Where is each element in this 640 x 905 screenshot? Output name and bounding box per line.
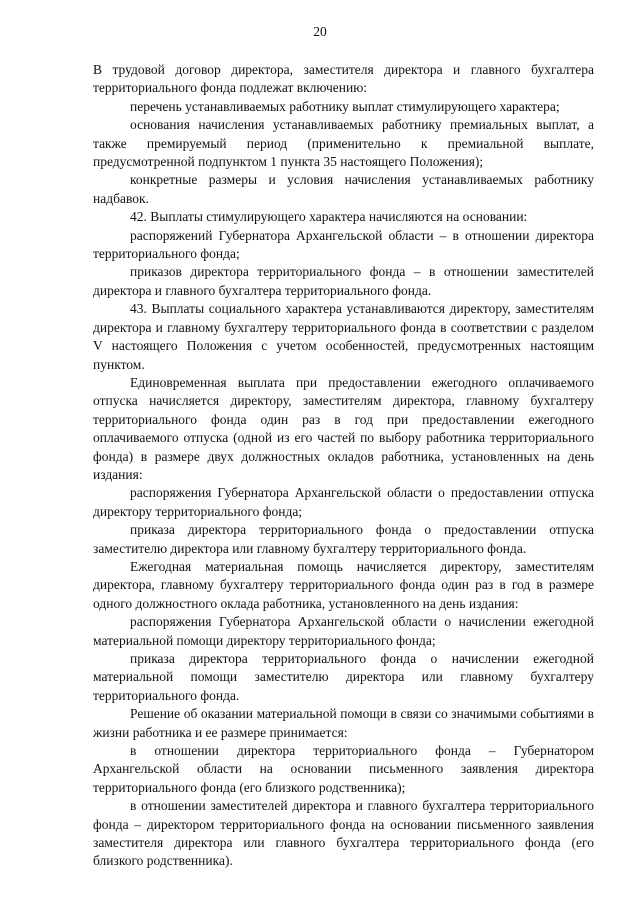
paragraph: приказов директора территориального фонда – в отношении заместителей директора и главного бухгалтера территориального фонда. bbox=[93, 264, 594, 298]
paragraph: перечень устанавливаемых работнику выплат стимулирующего характера; bbox=[130, 98, 560, 114]
paragraph: 43. Выплаты социального характера устанавливаются директору, заместителям директора и главному бухгалтеру территориального фонда в соответствии с разделом V настоящего Положения с учетом особенностей, предусмотренных настоящим пунктом. bbox=[93, 301, 594, 372]
paragraph: распоряжений Губернатора Архангельской области – в отношении директора территориального фонда; bbox=[93, 227, 594, 262]
paragraph: 42. Выплаты стимулирующего характера начисляются на основании: bbox=[130, 209, 528, 225]
paragraph: приказа директора территориального фонда о предоставлении отпуска заместителю директора или главному бухгалтеру территориального фонда. bbox=[93, 522, 594, 556]
paragraph: основания начисления устанавливаемых работнику премиальных выплат, а также премируемый период (применительно к премиальной выплате, предусмотренной подпунктом 1 пункта 35 настоящего Положения); bbox=[93, 117, 594, 170]
paragraph: конкретные размеры и условия начисления устанавливаемых работнику надбавок. bbox=[93, 172, 594, 206]
paragraph: Ежегодная материальная помощь начисляется директору, заместителям директора, главному бухгалтеру территориального фонда один раз в год в размере одного должностного оклада работника, установленного на день издания: bbox=[93, 558, 594, 611]
paragraph: Единовременная выплата при предоставлении ежегодного оплачиваемого отпуска начисляется директору, заместителям директора, главному бухгалтеру территориального фонда один раз в год при предоставлении ежегодного оплачиваемого отпуска (одной из его частей по выбору работника территориального фонда) в размере двух должностных окладов работника, установленных на день издания: bbox=[93, 374, 594, 482]
document-body bbox=[93, 61, 594, 871]
paragraph: в отношении заместителей директора и главного бухгалтера территориального фонда – директором территориального фонда на основании письменного заявления заместителя директора или главного бухгалтера территориального фонда (его близкого родственника). bbox=[93, 798, 594, 869]
paragraph: В трудовой договор директора, заместителя директора и главного бухгалтера территориального фонда подлежат включению: bbox=[93, 62, 594, 96]
paragraph: Решение об оказании материальной помощи в связи со значимыми событиями в жизни работника и ее размере принимается: bbox=[93, 706, 594, 740]
paragraph: распоряжения Губернатора Архангельской области о начислении ежегодной материальной помощи директору территориального фонда; bbox=[93, 614, 594, 648]
paragraph: распоряжения Губернатора Архангельской области о предоставлении отпуска директору территориального фонда; bbox=[93, 485, 594, 519]
page-number: 20 bbox=[313, 24, 327, 39]
paragraph: в отношении директора территориального фонда – Губернатором Архангельской области на основании письменного заявления директора территориального фонда (его близкого родственника); bbox=[93, 743, 594, 795]
paragraph: приказа директора территориального фонда о начислении ежегодной материальной помощи заместителю директора или главному бухгалтеру территориального фонда. bbox=[93, 651, 594, 703]
